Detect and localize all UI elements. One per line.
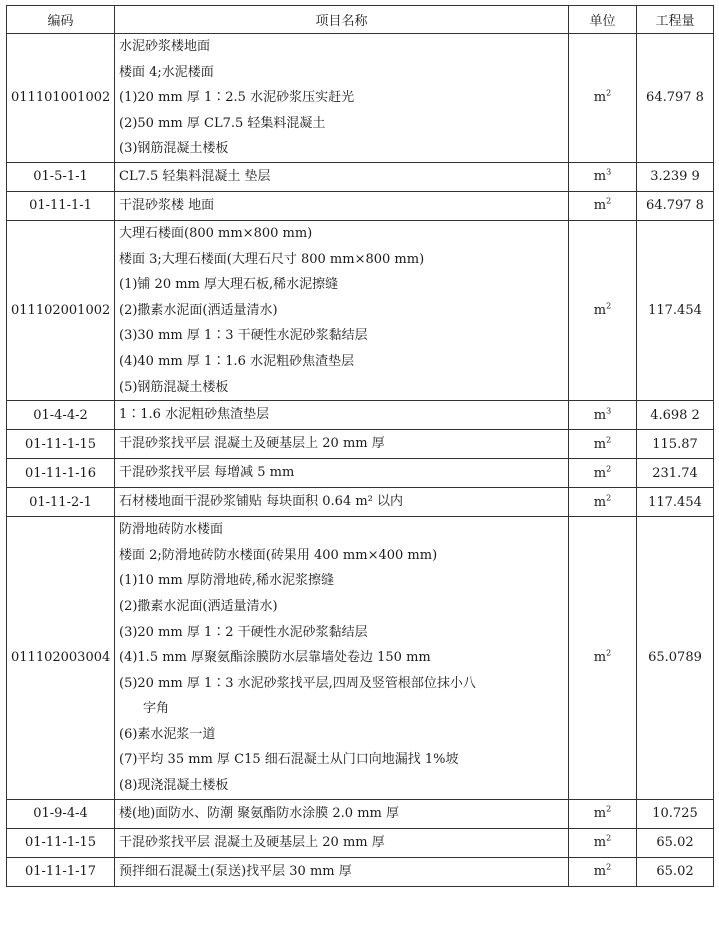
- item-name-cell: [115, 191, 569, 220]
- unit-base: m: [593, 198, 607, 214]
- item-name-line: CL7.5 轻集料混凝土 垫层: [119, 168, 271, 184]
- unit-base: m: [593, 494, 607, 510]
- quantity-cell: 117.454: [637, 220, 714, 400]
- unit-base: m: [593, 436, 607, 452]
- quantity-cell: 65.0789: [637, 517, 714, 800]
- quantity-cell: 231.74: [637, 459, 714, 488]
- item-code-cell: 011102001002: [7, 220, 115, 400]
- item-name-line: (5)20 mm 厚 1∶3 水泥砂浆找平层,四周及竖管根部位抹小八: [119, 675, 476, 691]
- table-header-row: [7, 6, 714, 34]
- item-name-line: 防滑地砖防水楼面: [119, 522, 224, 538]
- table-row: [7, 401, 714, 430]
- item-name-line: (2)撒素水泥面(洒适量清水): [119, 302, 278, 318]
- item-name-line: 楼面 3;大理石楼面(大理石尺寸 800 mm×800 mm): [119, 251, 425, 267]
- unit-cell: [569, 517, 637, 800]
- item-code-cell: 01-4-4-2: [7, 401, 115, 430]
- unit-base: m: [593, 407, 607, 423]
- item-name-line: 1∶1.6 水泥粗砂焦渣垫层: [119, 407, 270, 423]
- item-name-line: 大理石楼面(800 mm×800 mm): [119, 225, 313, 241]
- item-code-cell: 01-5-1-1: [7, 162, 115, 191]
- quantity-cell: 115.87: [637, 430, 714, 459]
- item-name-cell: [115, 34, 569, 163]
- item-name-line: 石材楼地面干混砂浆铺贴 每块面积 0.64 m² 以内: [119, 494, 404, 510]
- header-name: 项目名称: [115, 6, 569, 34]
- item-name-line: (4)1.5 mm 厚聚氨酯涂膜防水层靠墙处卷边 150 mm: [119, 650, 431, 666]
- unit-cell: [569, 162, 637, 191]
- item-code-cell: 01-11-1-1: [7, 191, 115, 220]
- item-name-cell: [115, 857, 569, 886]
- unit-exponent: 3: [606, 406, 612, 416]
- item-name-line: 字角: [143, 701, 170, 717]
- item-name-cell: [115, 517, 569, 800]
- table-row: [7, 162, 714, 191]
- table-row: [7, 828, 714, 857]
- table-row: [7, 799, 714, 828]
- unit-exponent: 2: [606, 833, 612, 843]
- item-name-line: 水泥砂浆楼地面: [119, 39, 211, 54]
- item-code-cell: 01-11-1-17: [7, 857, 115, 886]
- item-name-line: (5)钢筋混凝土楼板: [119, 379, 229, 395]
- item-name-line: 干混砂浆找平层 混凝土及硬基层上 20 mm 厚: [119, 436, 385, 452]
- item-name-line: 干混砂浆楼 地面: [119, 197, 215, 213]
- table-row: [7, 191, 714, 220]
- unit-cell: [569, 220, 637, 400]
- unit-exponent: 2: [606, 464, 612, 474]
- unit-cell: [569, 459, 637, 488]
- item-name-line: (1)20 mm 厚 1∶2.5 水泥砂浆压实赶光: [119, 90, 355, 106]
- unit-base: m: [593, 650, 607, 666]
- quantity-cell: 65.02: [637, 828, 714, 857]
- item-code-cell: 011101001002: [7, 34, 115, 163]
- table-row: [7, 34, 714, 163]
- table-body: [7, 34, 714, 887]
- quantity-cell: 64.797 8: [637, 34, 714, 163]
- unit-cell: [569, 857, 637, 886]
- item-code-cell: 01-11-2-1: [7, 488, 115, 517]
- quantity-cell: 4.698 2: [637, 401, 714, 430]
- item-name-line: 干混砂浆找平层 每增减 5 mm: [119, 465, 295, 481]
- table-row: [7, 517, 714, 800]
- quantity-cell: 117.454: [637, 488, 714, 517]
- unit-base: m: [593, 835, 607, 851]
- table-row: [7, 857, 714, 886]
- item-name-cell: [115, 488, 569, 517]
- item-code-cell: 01-11-1-16: [7, 459, 115, 488]
- unit-cell: [569, 488, 637, 517]
- unit-exponent: 2: [606, 89, 612, 99]
- item-name-line: (6)素水泥浆一道: [119, 726, 216, 742]
- item-name-line: (3)30 mm 厚 1∶3 干硬性水泥砂浆黏结层: [119, 328, 368, 344]
- item-name-line: 楼面 4;水泥楼面: [119, 64, 214, 80]
- bill-of-quantities-table: [6, 5, 714, 887]
- item-name-line: 干混砂浆找平层 混凝土及硬基层上 20 mm 厚: [119, 834, 385, 850]
- unit-cell: [569, 401, 637, 430]
- unit-base: m: [593, 303, 607, 319]
- item-name-line: (2)50 mm 厚 CL7.5 轻集料混凝土: [119, 115, 326, 131]
- unit-base: m: [593, 465, 607, 481]
- unit-exponent: 2: [606, 435, 612, 445]
- item-code-cell: 011102003004: [7, 517, 115, 800]
- item-name-line: 预拌细石混凝土(泵送)找平层 30 mm 厚: [119, 863, 352, 879]
- item-code-cell: 01-9-4-4: [7, 799, 115, 828]
- unit-base: m: [593, 90, 607, 106]
- unit-exponent: 3: [606, 168, 612, 178]
- item-name-line: (3)钢筋混凝土楼板: [119, 141, 229, 157]
- unit-base: m: [593, 169, 607, 185]
- unit-exponent: 2: [606, 804, 612, 814]
- unit-cell: [569, 191, 637, 220]
- item-code-cell: 01-11-1-15: [7, 430, 115, 459]
- item-name-line: (7)平均 35 mm 厚 C15 细石混凝土从门口向地漏找 1%坡: [119, 752, 459, 768]
- quantity-cell: 65.02: [637, 857, 714, 886]
- table-row: [7, 459, 714, 488]
- unit-base: m: [593, 806, 607, 822]
- item-name-line: (3)20 mm 厚 1∶2 干硬性水泥砂浆黏结层: [119, 624, 368, 640]
- unit-exponent: 2: [606, 197, 612, 207]
- quantity-cell: 3.239 9: [637, 162, 714, 191]
- item-name-line: (2)撒素水泥面(洒适量清水): [119, 598, 278, 614]
- item-name-line: (8)现浇混凝土楼板: [119, 778, 229, 794]
- header-qty: 工程量: [637, 6, 714, 34]
- item-name-cell: [115, 220, 569, 400]
- quantity-cell: 64.797 8: [637, 191, 714, 220]
- table-row: [7, 220, 714, 400]
- item-name-cell: [115, 162, 569, 191]
- unit-exponent: 2: [606, 649, 612, 659]
- item-code-cell: 01-11-1-15: [7, 828, 115, 857]
- unit-cell: [569, 430, 637, 459]
- item-name-line: 楼面 2;防滑地砖防水楼面(砖果用 400 mm×400 mm): [119, 547, 438, 563]
- unit-cell: [569, 799, 637, 828]
- item-name-cell: [115, 430, 569, 459]
- item-name-cell: [115, 799, 569, 828]
- unit-exponent: 2: [606, 862, 612, 872]
- item-name-line: (1)10 mm 厚防滑地砖,稀水泥浆擦缝: [119, 573, 335, 589]
- item-name-cell: [115, 401, 569, 430]
- item-name-line: (4)40 mm 厚 1∶1.6 水泥粗砂焦渣垫层: [119, 353, 355, 369]
- quantity-cell: 10.725: [637, 799, 714, 828]
- item-name-line: (1)铺 20 mm 厚大理石板,稀水泥擦缝: [119, 277, 339, 293]
- table-row: [7, 430, 714, 459]
- item-name-line: 楼(地)面防水、防潮 聚氨酯防水涂膜 2.0 mm 厚: [119, 805, 400, 821]
- table-row: [7, 488, 714, 517]
- unit-cell: [569, 34, 637, 163]
- item-name-cell: [115, 459, 569, 488]
- item-name-cell: [115, 828, 569, 857]
- unit-exponent: 2: [606, 301, 612, 311]
- unit-base: m: [593, 864, 607, 880]
- header-unit: 单位: [569, 6, 637, 34]
- unit-exponent: 2: [606, 493, 612, 503]
- header-code: 编码: [7, 6, 115, 34]
- unit-cell: [569, 828, 637, 857]
